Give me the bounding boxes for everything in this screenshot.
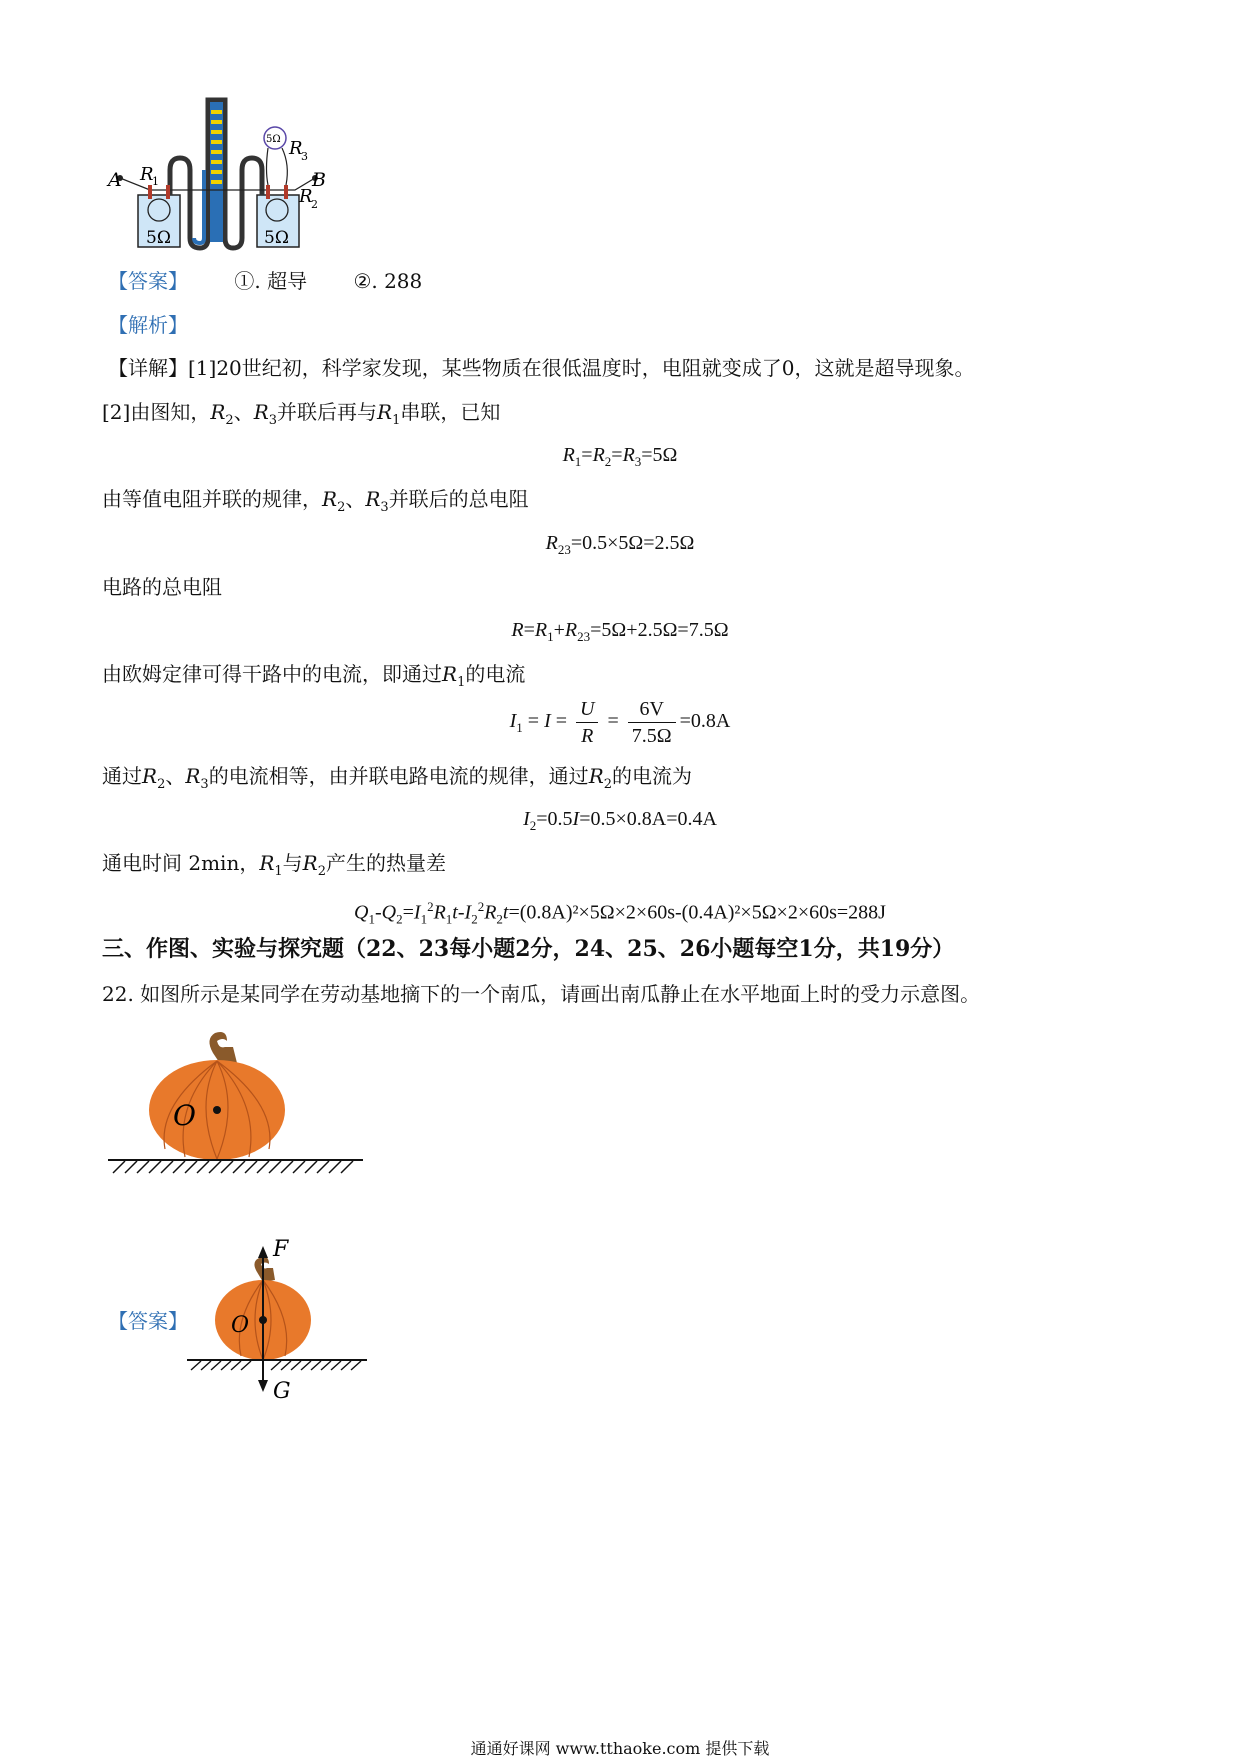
center-point-icon <box>259 1316 267 1324</box>
pumpkin-figure <box>105 1025 367 1180</box>
answer-option-1: ①. 超导 <box>234 269 308 293</box>
equation-5: $I_2=0.5I=0.5\times 0.8A=0.4A$ <box>523 808 717 833</box>
force-diagram <box>185 1232 370 1407</box>
question-22: 22. 如图所示是某同学在劳动基地摘下的一个南瓜，请画出南瓜静止在水平地面上时的受力示意图。 <box>102 982 981 1006</box>
detail-paragraph-5: 由欧姆定律可得干路中的电流，即通过$R_1$的电流 <box>102 662 526 690</box>
r3-label: R <box>289 138 303 159</box>
detail-paragraph-7: 通电时间 2min，$R_1$与$R_2$产生的热量差 <box>102 851 447 879</box>
detail-paragraph-2: [2]由图知，$R_2$、$R_3$并联后再与$R_1$串联，已知 <box>102 400 501 428</box>
r1-label: R <box>140 164 154 185</box>
page-footer: 通通好课网 www.tthaoke.com 提供下载 <box>470 1739 770 1758</box>
point-a-label: A <box>108 169 122 191</box>
force-g-label: G <box>273 1379 291 1404</box>
answer-1 <box>108 268 422 294</box>
point-o-label: O <box>173 1099 196 1132</box>
right-box-label: 5Ω <box>264 228 289 248</box>
equation-2: $R_{23}=0.5\times 5\Omega=2.5\Omega$ <box>545 532 695 557</box>
detail-paragraph-1: 【详解】[1]20世纪初，科学家发现，某些物质在很低温度时，电阻就变成了0，这就是超导现象。 <box>108 356 975 380</box>
equation-3: $R=R_1+R_{23}=5\Omega+2.5\Omega=7.5\Omega$ <box>511 619 729 644</box>
equation-4: $I_1 = I$ = $\frac{U}{R}$ = $\frac{6V}{7.5\Omega}$ =0.8A <box>509 698 731 747</box>
left-box-label: 5Ω <box>146 228 171 248</box>
bulb-label: 5Ω <box>266 134 281 145</box>
r2-sub: 2 <box>311 198 318 211</box>
equation-6: $Q_1-Q_2=I_1^2R_1t-I_2^2R_2t=(0.8A)^2\times 5\Omega\times 2\times 60s-(0.4A)^2\times 5\Omega\times 2\times 60s=288J$ <box>354 899 886 927</box>
force-f-label: F <box>273 1237 289 1262</box>
r1-sub: 1 <box>152 175 159 188</box>
answer-2-tag: 【答案】 <box>108 1309 188 1333</box>
pumpkin-stem-icon <box>209 1032 237 1065</box>
force-up-arrow-icon <box>258 1246 268 1258</box>
point-b-label: B <box>312 169 326 191</box>
detail-paragraph-4: 电路的总电阻 <box>102 575 222 599</box>
answer-option-2: ②. 288 <box>353 269 423 293</box>
center-point-icon <box>213 1106 221 1114</box>
detail-paragraph-6: 通过$R_2$、$R_3$的电流相等，由并联电路电流的规律，通过$R_2$的电流为 <box>102 764 693 792</box>
answer-tag: 【答案】 <box>108 269 188 293</box>
r3-sub: 3 <box>301 150 308 163</box>
equation-1: $R_1=R_2=R_3=5\Omega$ <box>562 444 678 469</box>
detail-paragraph-3: 由等值电阻并联的规律，$R_2$、$R_3$并联后的总电阻 <box>102 487 529 515</box>
r2-label: R <box>299 186 313 207</box>
force-down-arrow-icon <box>258 1380 268 1392</box>
pumpkin-stem-icon <box>254 1257 275 1282</box>
point-o-label: O <box>231 1313 250 1338</box>
section-3-title: 三、作图、实验与探究题（22、23每小题2分，24、25、26小题每空1分，共19分） <box>102 936 955 962</box>
circuit-figure <box>100 90 340 260</box>
analysis-tag: 【解析】 <box>108 313 188 337</box>
